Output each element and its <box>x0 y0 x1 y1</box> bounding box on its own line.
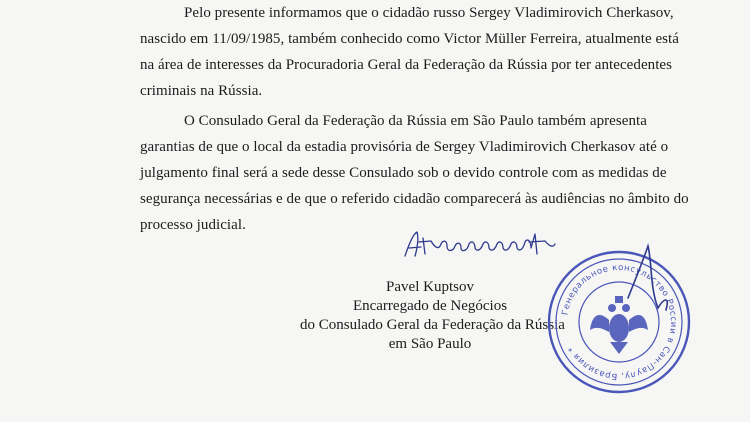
signer-title: Encarregado de Negócios <box>352 298 508 314</box>
signature-block <box>300 278 565 354</box>
paragraph-1 <box>140 0 679 104</box>
paragraph-1-line-1: Pelo presente informamos que o cidadão russo Sergey Vladimirovich Cherkasov, <box>184 5 674 21</box>
paragraph-2-line-3: julgamento final será a sede desse Consulado sob o devido controle com as medidas de <box>140 165 667 181</box>
signer-city: em São Paulo <box>388 336 472 352</box>
paragraph-2 <box>140 108 689 238</box>
paragraph-2-line-1: O Consulado Geral da Federação da Rússia em São Paulo também apresenta <box>184 113 647 129</box>
consulate-stamp <box>540 238 698 398</box>
paragraph-2-line-2: garantias de que o local da estadia provisória de Sergey Vladimirovich Cherkasov até o <box>140 139 669 155</box>
svg-text:Генеральное консульство России: Генеральное консульство России в Сан-Паулу, Бразилия * <box>560 262 679 382</box>
paragraph-1-line-4: criminais na Rússia. <box>140 83 263 99</box>
paragraph-2-line-5: processo judicial. <box>140 217 246 233</box>
paragraph-2-line-4: segurança necessárias e de que o referido cidadão comparecerá às audiências no âmbito do <box>140 191 689 207</box>
signer-organization: do Consulado Geral da Federação da Rússia <box>300 317 565 333</box>
paragraph-1-line-2: nascido em 11/09/1985, também conhecido como Victor Müller Ferreira, atualmente está <box>140 31 679 47</box>
paragraph-1-line-3: na área de interesses da Procuradoria Geral da Federação da Rússia por ter antecedentes <box>140 57 673 73</box>
signer-name: Pavel Kuptsov <box>386 279 474 295</box>
